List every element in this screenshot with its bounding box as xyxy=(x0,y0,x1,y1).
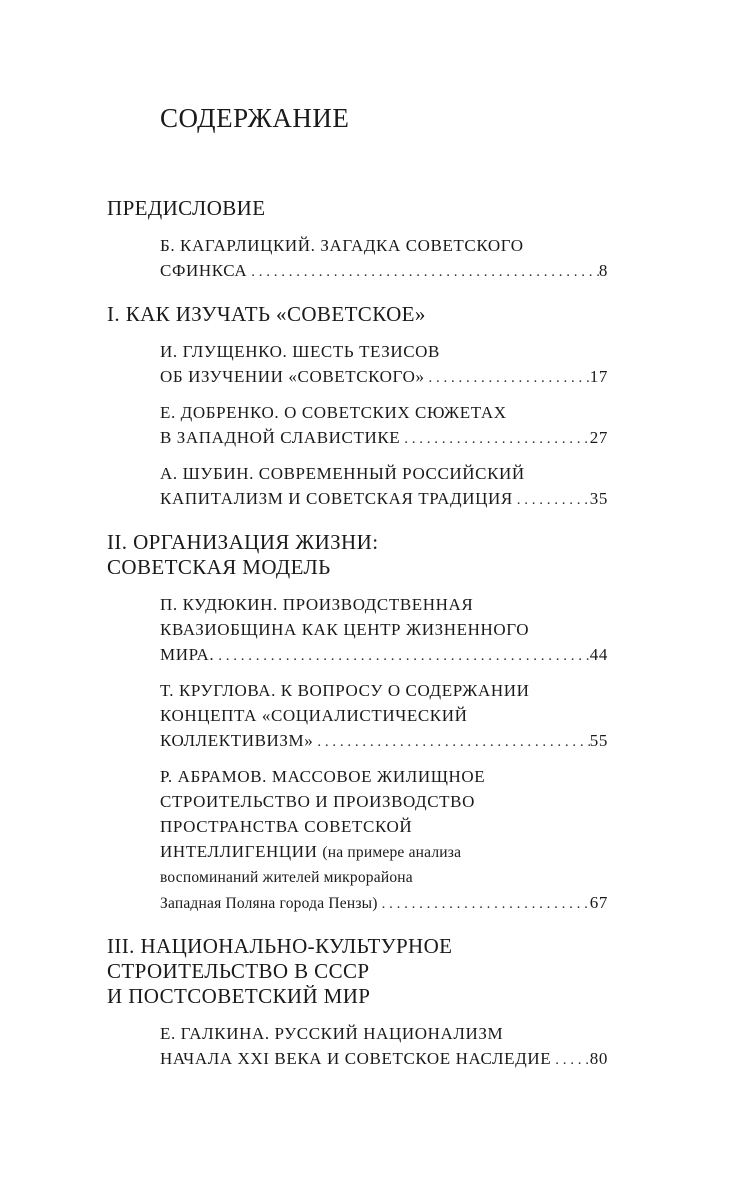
entry-line: СТРОИТЕЛЬСТВО И ПРОИЗВОДСТВО xyxy=(160,792,475,811)
section-title: III. НАЦИОНАЛЬНО-КУЛЬТУРНОЕ xyxy=(107,934,453,958)
page-number: 67 xyxy=(589,893,608,912)
dot-leader xyxy=(513,488,590,513)
entry-line-subtitle: воспоминаний жителей микрорайона xyxy=(160,869,413,886)
entry-last-line xyxy=(160,1046,608,1073)
page-number: 8 xyxy=(598,261,608,280)
page-number: 35 xyxy=(589,489,608,508)
page-number: 55 xyxy=(589,731,608,750)
toc-entry[interactable] xyxy=(160,678,608,755)
entry-line: Е. ДОБРЕНКО. О СОВЕТСКИХ СЮЖЕТАХ xyxy=(160,403,507,422)
toc-entry[interactable] xyxy=(160,339,608,391)
entry-line xyxy=(160,839,608,865)
toc-entry[interactable] xyxy=(160,461,608,513)
section-title: II. ОРГАНИЗАЦИЯ ЖИЗНИ: xyxy=(107,530,379,554)
page-number: 44 xyxy=(589,645,608,664)
entry-line: Е. ГАЛКИНА. РУССКИЙ НАЦИОНАЛИЗМ xyxy=(160,1024,504,1043)
toc-section-preface xyxy=(107,196,608,285)
dot-leader xyxy=(214,644,590,669)
entry-last-line xyxy=(160,425,608,452)
table-of-contents xyxy=(107,196,608,1073)
entry-line: П. КУДЮКИН. ПРОИЗВОДСТВЕННАЯ xyxy=(160,595,474,614)
entry-line: И. ГЛУЩЕНКО. ШЕСТЬ ТЕЗИСОВ xyxy=(160,342,440,361)
entry-line-subtitle: Западная Поляна города Пензы) xyxy=(160,895,378,912)
entry-line: СФИНКСА xyxy=(160,261,248,280)
entry-line: А. ШУБИН. СОВРЕМЕННЫЙ РОССИЙСКИЙ xyxy=(160,464,525,483)
dot-leader xyxy=(378,892,590,917)
page-title: СОДЕРЖАНИЕ xyxy=(160,103,350,133)
entry-line-subtitle: (на примере анализа xyxy=(322,844,462,861)
toc-section-2 xyxy=(107,530,608,917)
page-number: 27 xyxy=(589,428,608,447)
toc-section-3 xyxy=(107,934,608,1073)
entry-last-line xyxy=(160,364,608,391)
page-number: 17 xyxy=(589,367,608,386)
entry-line: В ЗАПАДНОЙ СЛАВИСТИКЕ xyxy=(160,428,401,447)
section-title: ПРЕДИСЛОВИЕ xyxy=(107,196,266,220)
entry-last-line xyxy=(160,258,608,285)
entry-line: Р. АБРАМОВ. МАССОВОЕ ЖИЛИЩНОЕ xyxy=(160,767,486,786)
toc-section-1 xyxy=(107,302,608,513)
entry-line: НАЧАЛА XXI ВЕКА И СОВЕТСКОЕ НАСЛЕДИЕ xyxy=(160,1049,552,1068)
entry-last-line xyxy=(160,642,608,669)
dot-leader xyxy=(247,260,599,285)
toc-entry[interactable] xyxy=(160,233,608,285)
toc-entry[interactable] xyxy=(160,592,608,669)
entry-line: МИРА. xyxy=(160,645,215,664)
dot-leader xyxy=(313,730,589,755)
toc-entry[interactable] xyxy=(160,400,608,452)
page-number: 80 xyxy=(589,1049,608,1068)
section-title: И ПОСТСОВЕТСКИЙ МИР xyxy=(107,984,371,1008)
entry-line: КОНЦЕПТА «СОЦИАЛИСТИЧЕСКИЙ xyxy=(160,706,468,725)
entry-line: КОЛЛЕКТИВИЗМ» xyxy=(160,731,314,750)
entry-line: ОБ ИЗУЧЕНИИ «СОВЕТСКОГО» xyxy=(160,367,425,386)
dot-leader xyxy=(425,366,590,391)
entry-line: Б. КАГАРЛИЦКИЙ. ЗАГАДКА СОВЕТСКОГО xyxy=(160,236,524,255)
toc-entry[interactable] xyxy=(160,1021,608,1073)
dot-leader xyxy=(400,427,590,452)
entry-line-caps: ИНТЕЛЛИГЕНЦИИ xyxy=(160,842,318,861)
toc-entry[interactable] xyxy=(160,764,608,917)
entry-line: КВАЗИОБЩИНА КАК ЦЕНТР ЖИЗНЕННОГО xyxy=(160,620,530,639)
entry-line: Т. КРУГЛОВА. К ВОПРОСУ О СОДЕРЖАНИИ xyxy=(160,681,530,700)
section-title: СОВЕТСКАЯ МОДЕЛЬ xyxy=(107,555,331,579)
dot-leader xyxy=(551,1048,590,1073)
entry-last-line xyxy=(160,728,608,755)
section-title: СТРОИТЕЛЬСТВО В СССР xyxy=(107,959,370,983)
entry-line: КАПИТАЛИЗМ И СОВЕТСКАЯ ТРАДИЦИЯ xyxy=(160,489,513,508)
entry-last-line xyxy=(160,890,608,917)
entry-line: ПРОСТРАНСТВА СОВЕТСКОЙ xyxy=(160,817,413,836)
section-title: I. КАК ИЗУЧАТЬ «СОВЕТСКОЕ» xyxy=(107,302,426,326)
entry-last-line xyxy=(160,486,608,513)
